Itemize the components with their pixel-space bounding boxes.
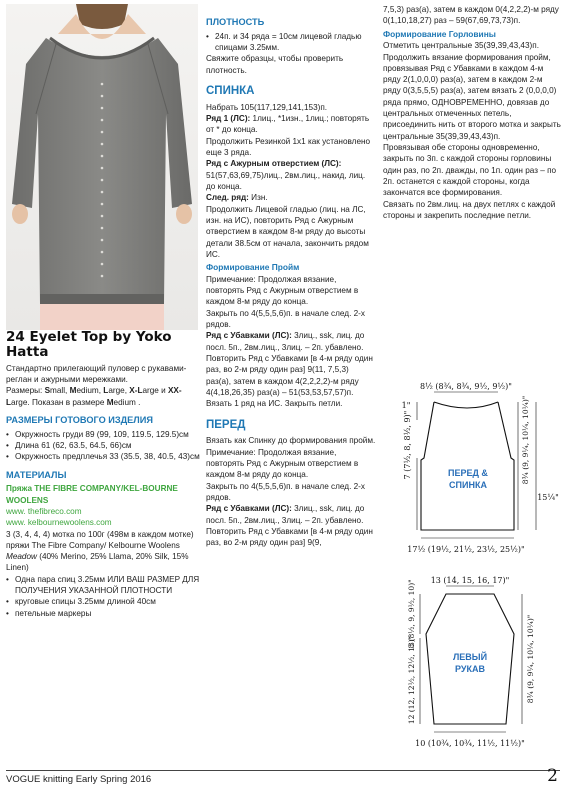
body-top-dim: 8½ (8¾, 8¾, 9½, 9½)" [420,382,512,391]
back-dec-row: Ряд с Убавками (ЛС): 3лиц., ssk, лиц. до посл. 5п., 2вм.лиц., 3лиц. – 2п. убавлено. [206,331,365,352]
list-item: • Одна пара спиц 3.25мм ИЛИ ВАШ РАЗМЕР ДЛЯ ПОЛУЧЕНИЯ УКАЗАННОЙ ПЛОТНОСТИ [6,574,200,597]
front-neck-text: Продолжить вязание формирования пройм, провязывая Ряд с Убавками в каждом 4-м ряду 2(1,0,0,0) раз(а), затем в каждом 2-м ряду 0(3,5,5,5) раз(а), затем вязать 2 (0,0,0,0) ряда прямо, ОДНОВРЕМЕННО, довязав до центральных отмеченных петель, присоединить нить от второго мотка и закрыть центральные 35(39,39,43,43)п. [383,52,561,141]
back-row1: Ряд 1 (ЛС): 1лиц., *1изн., 1лиц.; повторять от * до конца. [206,114,370,135]
back-eyelet-label: Ряд с Ажурным отверстием (ЛС): [206,159,342,169]
back-repeat: Повторить Ряд с Убавками [в 4-м ряду один раз, во 2-м ряду один раз] 9(11, 7,5,3) раз(а), затем в каждом 4(2,2,2,2)-м ряду 4(4,18,26,35) раз(а) – 51(53,53,57,57)п. [206,353,373,397]
list-item: • Окружность груди 89 (99, 109, 119.5, 129.5)см [6,429,200,440]
garment-illustration [6,4,198,330]
back-eyelet-text: 51(57,63,69,75)лиц., 2вм.лиц., накид, лиц. до конца. [206,170,366,191]
garment-photo [6,4,198,330]
front-intro: Вязать как Спинку до формирования пройм. [206,436,376,446]
front-repeat-a: Повторить Ряд с Убавками [в 4-м ряду один раз, во 2-м ряду один раз] 9(9, [206,526,373,548]
column-left [6,330,200,619]
body-schematic-drawing [376,380,562,560]
link-kelbourne[interactable]: www. kelbournewoolens.com [6,518,112,528]
front-note: Примечание: Продолжая вязание, повторять Ряд с Ажурным отверстием в каждом 8-м ряду до конца. [206,447,359,480]
materials-list [6,574,200,619]
page-number: 2 [547,766,558,786]
list-item: • Окружность предплечья 33 (35.5, 38, 40.5, 43)см [6,451,200,462]
front-repeat-b: 7,5,3) раз(а), затем в каждом 0(4,2,2,2)-м ряду 0(1,10,18,27) раз – 59(67,69,73,73)п. [383,5,559,26]
back-bindoff: Закрыть по 4(5,5,5,6)п. в начале след. 2-х рядов. [206,308,365,330]
front-final: Связать по 2вм.лиц. на двух петлях с каждой стороны и закрепить последние петли. [383,199,556,220]
body-far-right-dim: 15¼" [537,493,559,502]
sleeve-left-bottom-dim: 12 (12, 12½, 12½, 13)" [407,635,416,725]
materials-heading: МАТЕРИАЛЫ [6,469,67,480]
front-heading: ПЕРЕД [206,418,246,431]
body-left-side-dim: 7 (7½, 8, 8½, 9)" [403,410,412,480]
front-both-sides: Провязывая обе стороны одновременно, закрыть по 3п. с каждой стороны горловины один раз, по 2п. дважды, по 1п. один раз – по 2п. останется с каждой стороны, когда закончатся все формирования. [383,143,557,198]
pattern-intro: Стандартно прилегающий пуловер с рукавами-реглан и ажурными мережками. [6,363,187,384]
neck-heading: Формирование Горловины [383,28,496,39]
back-heading: СПИНКА [206,84,255,97]
back-final: Вязать 1 ряд на ИС. Закрыть петли. [206,399,343,409]
back-cast-on: Набрать 105(117,129,141,153)п. [206,102,328,112]
back-next-row: След. ряд: Изн. [206,193,268,203]
body-bottom-dim: 17½ (19½, 21½, 23½, 25½)" [407,545,525,554]
list-item: • петельные маркеры [6,608,200,619]
sleeve-top-dim: 13 (14, 15, 16, 17)" [430,576,510,585]
body-schematic [376,380,562,560]
sleeve-label-1: ЛЕВЫЙ [452,652,488,662]
list-item: • Длина 61 (62, 63.5, 64.5, 66)см [6,440,200,451]
finished-list [6,429,200,463]
sizes-line: Размеры: Small, Medium, Large, X-Large и XX-Large. Показан в размере Medium . [6,386,182,407]
body-label-2: СПИНКА [449,480,487,490]
body-label-1: ПЕРЕД & [448,468,488,478]
sleeve-schematic-drawing [376,574,562,760]
gauge-note: Свяжите образцы, чтобы проверить плотность. [206,54,344,75]
link-fibreco[interactable]: www. thefibreco.com [6,506,82,516]
footer-magazine: VOGUE knitting Early Spring 2016 [6,774,152,785]
yarn-heading: Пряжа THE FIBRE COMPANY/KEL-BOURNE WOOLENS [6,484,178,505]
sleeve-left-top-dim: 8 (8½, 9, 9½, 10)" [407,579,416,649]
list-item: • 24п. и 34 ряда = 10см лицевой гладью спицами 3.25мм. [206,31,376,54]
back-continue: Продолжить Лицевой гладью (лиц. на ЛС, изн. на ИС), повторить Ряд с Ажурным отверстием в каждом 8-м ряду до высоты детали 38.5см от начала, закончить рядом ИС. [206,204,369,259]
pattern-title: 24 Eyelet Top by Yoko Hatta [6,329,172,360]
column-right [383,4,561,221]
sleeve-label-2: РУКАВ [455,664,485,674]
armhole-heading: Формирование Пройм [206,262,300,273]
list-item: • круговые спицы 3.25мм длиной 40см [6,596,200,607]
front-bindoff: Закрыть по 4(5,5,5,6)п. в начале след. 2-х рядов. [206,481,365,502]
gauge-heading: ПЛОТНОСТЬ [206,17,265,27]
sleeve-schematic [376,574,562,760]
column-middle [206,4,376,549]
finished-heading: РАЗМЕРЫ ГОТОВОГО ИЗДЕЛИЯ [6,414,153,425]
body-right-side-dim: 8¾ (9, 9¼, 10¼, 10¼)" [521,395,530,485]
front-mark: Отметить центральные 35(39,39,43,43)п. [383,41,539,51]
sleeve-right-side-dim: 8¾ (9, 9¼, 10¼, 10¼)" [526,614,535,704]
back-note: Примечание: Продолжая вязание, повторять Ряд с Ажурным отверстием в каждом 8-м ряду до конца. [206,274,359,307]
sleeve-bottom-dim: 10 (10¾, 10¾, 11½, 11½)" [415,739,525,748]
body-left-top-dim: 1" [401,401,411,410]
back-rib: Продолжить Резинкой 1х1 как установлено еще 3 ряда. [206,136,371,158]
yarn-text: 3 (3, 4, 4, 4) мотка по 100г (498м в каждом мотке) пряжи The Fibre Company/ Kelbourne Woolens Meadow (40% Merino, 25% Llama, 20% Silk, 15% Linen) [6,529,194,573]
gauge-list [206,31,376,54]
front-dec-row: Ряд с Убавками (ЛС): 3лиц., ssk, лиц. до посл. 5п., 2вм.лиц., 3лиц. – 2п. убавлено. [206,504,365,525]
footer-rule [6,770,560,771]
